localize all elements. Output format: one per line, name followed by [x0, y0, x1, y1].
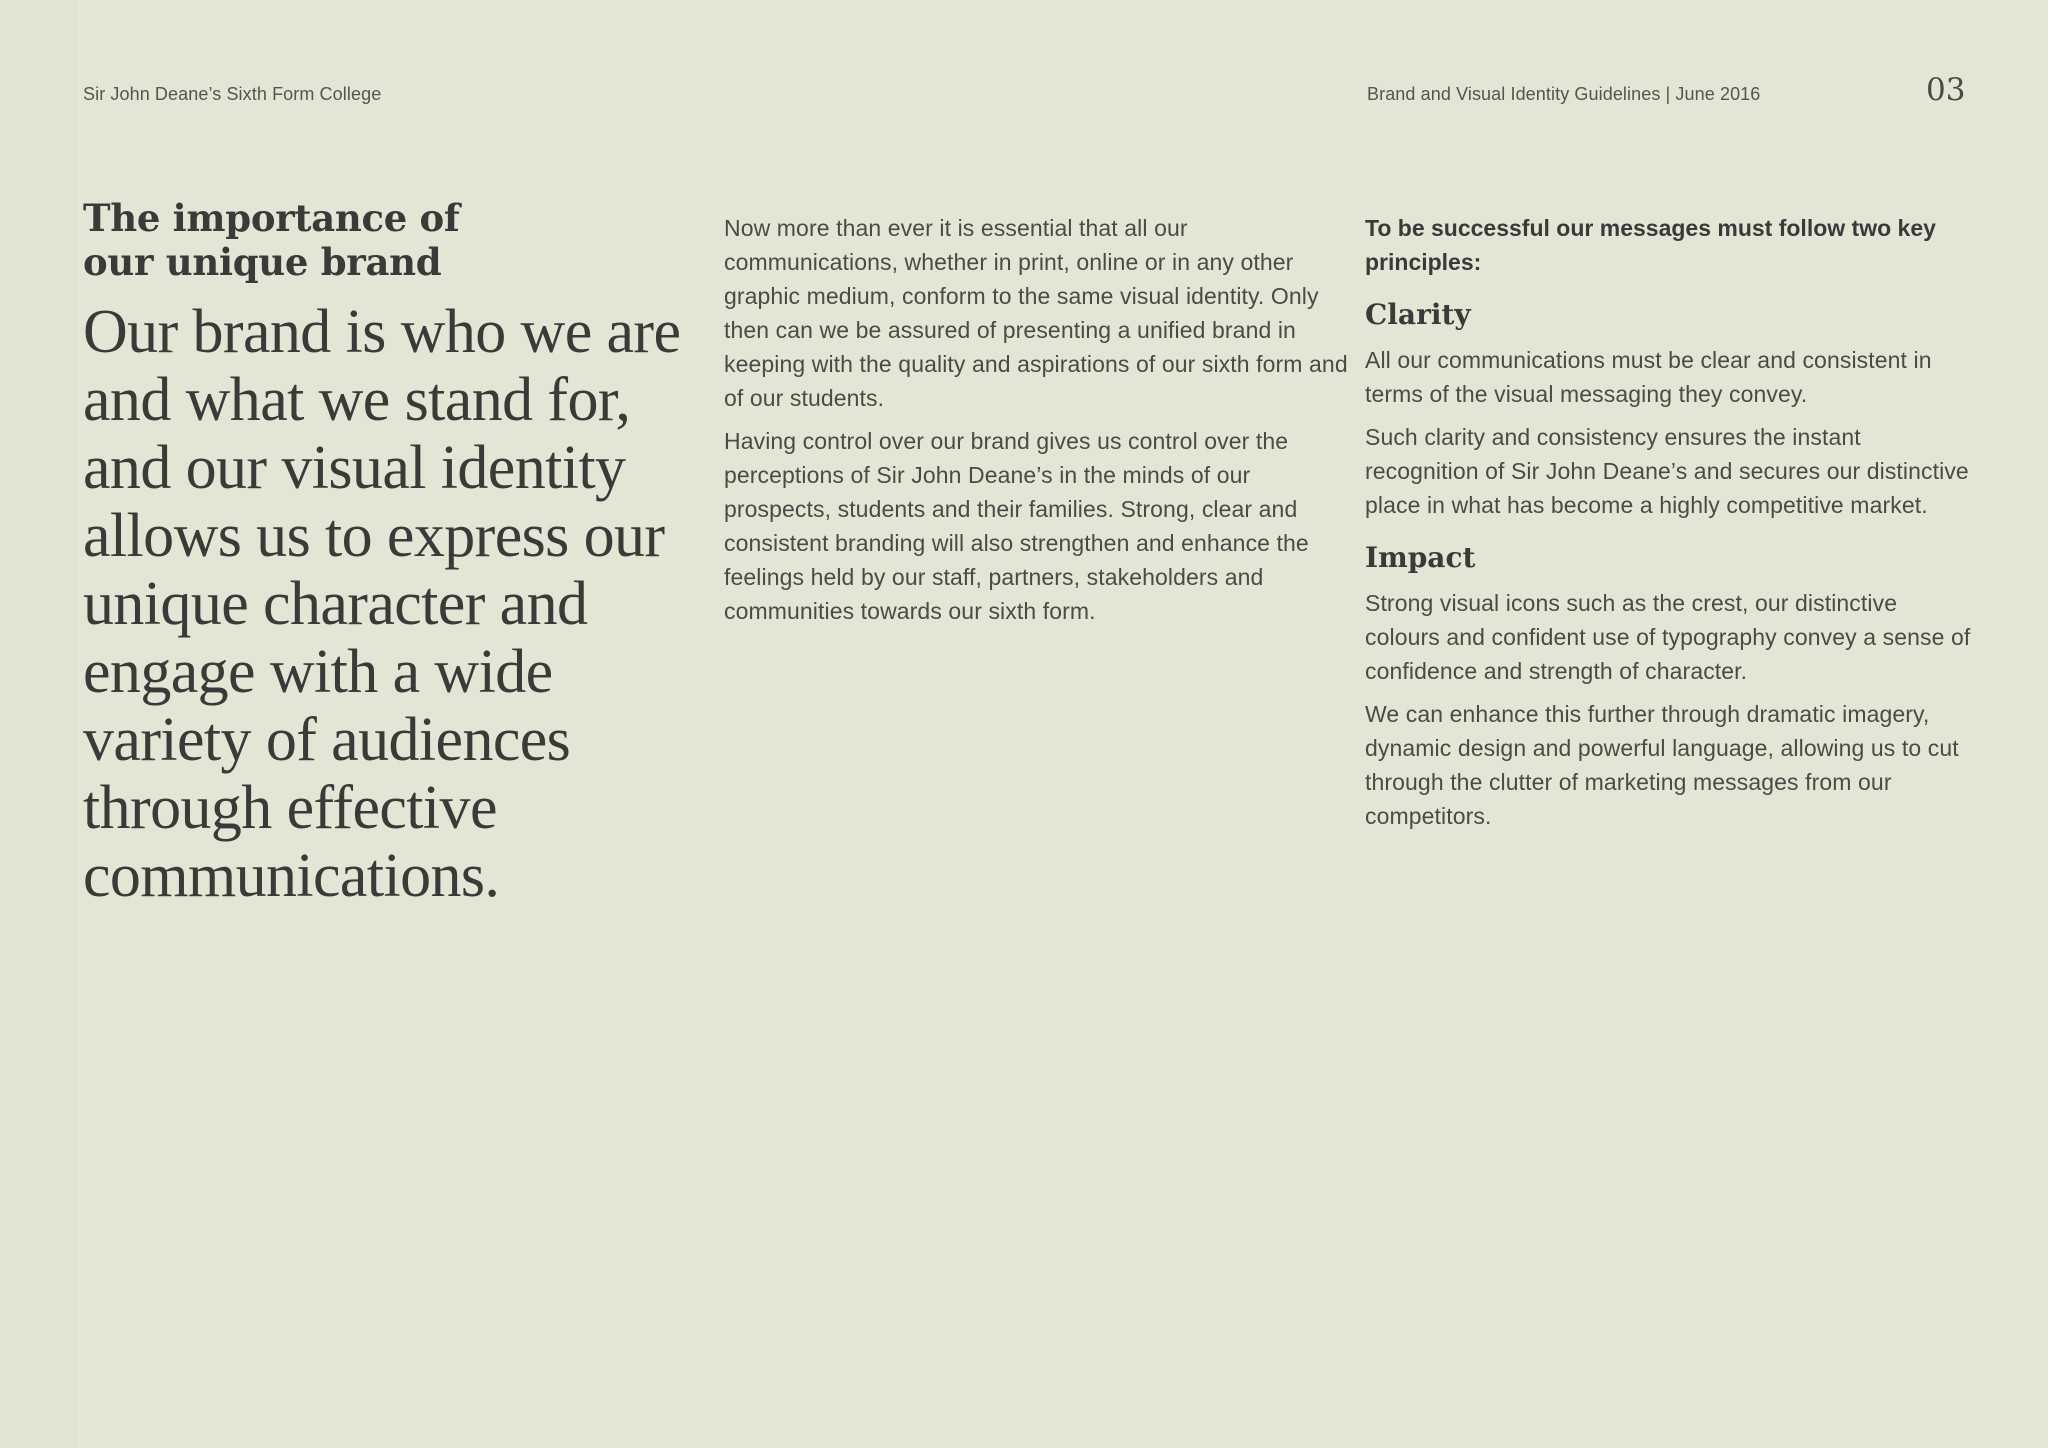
header-document-title: Brand and Visual Identity Guidelines | June 2016: [1367, 84, 1761, 104]
column-body: [724, 211, 1349, 628]
header-college-name: Sir John Deane’s Sixth Form College: [83, 84, 382, 104]
page-edge-strip: [0, 0, 78, 1448]
body-paragraph-2: Having control over our brand gives us control over the perceptions of Sir John Deane’s in the minds of our prospects, students and their families. Strong, clear and consistent branding will also strengthen and enhance the feelings held by our staff, partners, stakeholders and communities towards our sixth form.: [724, 428, 1309, 624]
lead-statement: Our brand is who we are and what we stand for, and our visual identity allows us to express our unique character and engage with a wide variety of audiences through effective communications.: [83, 298, 681, 910]
clarity-paragraph-2: Such clarity and consistency ensures the instant recognition of Sir John Deane’s and secures our distinctive place in what has become a highly competitive market.: [1365, 424, 1969, 518]
principles-intro: To be successful our messages must follow two key principles:: [1365, 215, 1936, 275]
clarity-heading: Clarity: [1365, 298, 1471, 331]
column-intro: [83, 196, 683, 910]
impact-heading: Impact: [1365, 541, 1476, 574]
section-title-line-2: our unique brand: [83, 240, 442, 284]
impact-paragraph-2: We can enhance this further through dramatic imagery, dynamic design and powerful language, allowing us to cut through the clutter of marketing messages from our competitors.: [1365, 701, 1959, 829]
body-paragraph-1: Now more than ever it is essential that all our communications, whether in print, online or in any other graphic medium, conform to the same visual identity. Only then can we be assured of presenting a unified brand in keeping with the quality and aspirations of our sixth form and of our students.: [724, 215, 1348, 411]
section-title-line-1: The importance of: [83, 196, 460, 240]
column-principles: [1365, 211, 1975, 833]
section-title: [83, 196, 683, 284]
page-number: 03: [1926, 72, 1966, 108]
impact-paragraph-1: Strong visual icons such as the crest, our distinctive colours and confident use of typography convey a sense of confidence and strength of character.: [1365, 590, 1971, 684]
clarity-paragraph-1: All our communications must be clear and consistent in terms of the visual messaging they convey.: [1365, 347, 1932, 407]
